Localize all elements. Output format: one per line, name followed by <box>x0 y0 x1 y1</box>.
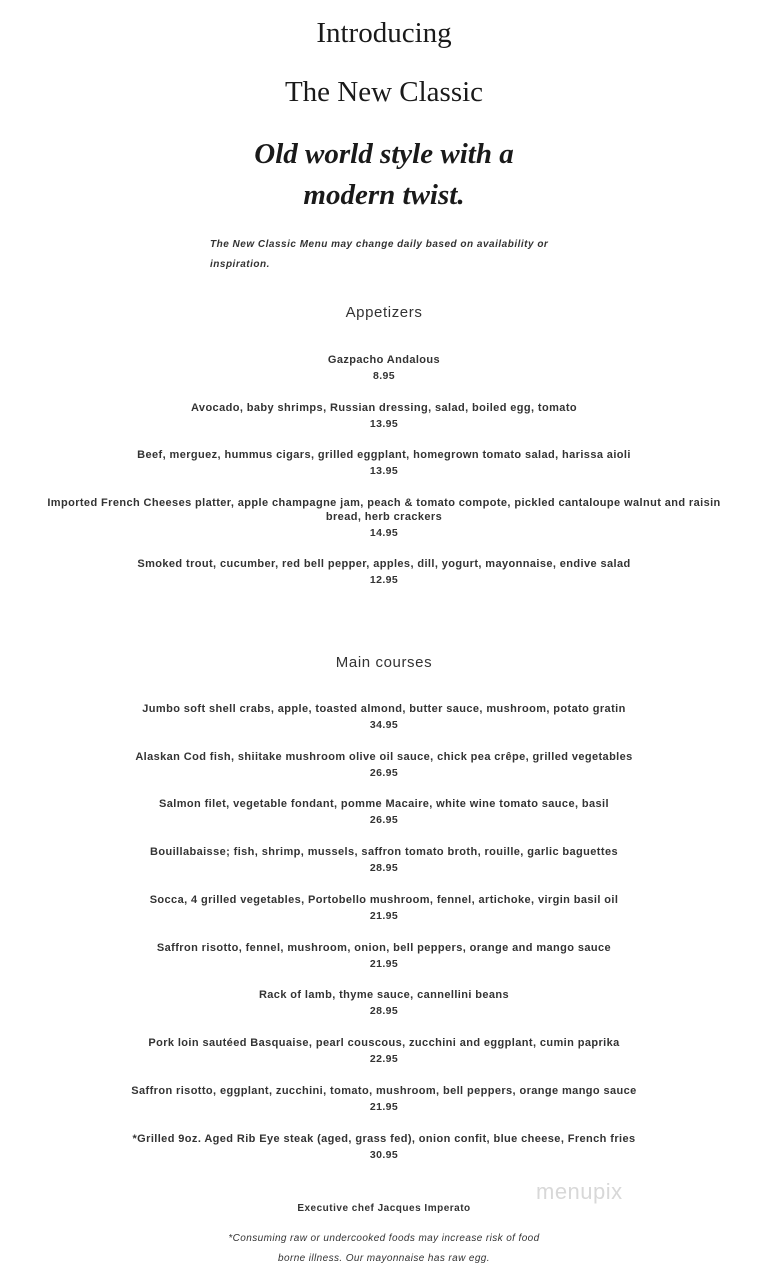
food-safety-disclaimer: *Consuming raw or undercooked foods may increase risk of food borne illness. Our mayonnaise has raw egg. <box>228 1233 540 1264</box>
intro-heading: Introducing <box>316 17 452 49</box>
appetizer-item <box>30 401 738 431</box>
item-name: Bouillabaisse; fish, shrimp, mussels, saffron tomato broth, rouille, garlic baguettes <box>150 846 618 858</box>
appetizer-item <box>30 448 738 478</box>
main-item <box>30 750 738 780</box>
main-item <box>30 988 738 1018</box>
item-price: 30.95 <box>369 1149 399 1161</box>
item-name: Gazpacho Andalous <box>327 354 441 366</box>
item-name: Beef, merguez, hummus cigars, grilled eggplant, homegrown tomato salad, harissa aioli <box>137 449 631 461</box>
item-name: *Grilled 9oz. Aged Rib Eye steak (aged, grass fed), onion confit, blue cheese, French fries <box>132 1133 636 1145</box>
appetizer-item <box>30 353 738 383</box>
tagline <box>0 134 768 216</box>
appetizer-item <box>30 557 738 587</box>
item-name: Jumbo soft shell crabs, apple, toasted almond, butter sauce, mushroom, potato gratin <box>142 703 626 715</box>
main-item <box>30 893 738 923</box>
item-price: 26.95 <box>369 814 399 826</box>
item-name: Smoked trout, cucumber, red bell pepper, apples, dill, yogurt, mayonnaise, endive salad <box>137 558 631 570</box>
item-name: Pork loin sautéed Basquaise, pearl couscous, zucchini and eggplant, cumin paprika <box>148 1037 620 1049</box>
chef-credit: Executive chef Jacques Imperato <box>297 1203 471 1214</box>
main-item <box>30 1132 738 1162</box>
appetizers-title: Appetizers <box>345 304 423 321</box>
appetizer-item <box>30 496 738 540</box>
main-item <box>30 1036 738 1066</box>
tagline-line-1: Old world style with a <box>254 138 514 170</box>
item-price: 14.95 <box>369 527 399 539</box>
tagline-line-2: modern twist. <box>303 179 465 211</box>
item-price: 21.95 <box>369 1101 399 1113</box>
item-price: 21.95 <box>369 910 399 922</box>
item-price: 34.95 <box>369 719 399 731</box>
item-price: 28.95 <box>369 1005 399 1017</box>
item-name: Saffron risotto, eggplant, zucchini, tomato, mushroom, bell peppers, orange mango sauce <box>131 1085 637 1097</box>
item-name: Rack of lamb, thyme sauce, cannellini beans <box>258 989 510 1001</box>
item-name: Avocado, baby shrimps, Russian dressing, salad, boiled egg, tomato <box>190 402 578 414</box>
menu-name: The New Classic <box>284 76 484 108</box>
main-item <box>30 797 738 827</box>
item-name: Salmon filet, vegetable fondant, pomme Macaire, white wine tomato sauce, basil <box>159 798 609 810</box>
item-price: 8.95 <box>372 370 396 382</box>
item-name: Socca, 4 grilled vegetables, Portobello mushroom, fennel, artichoke, virgin basil oil <box>149 894 619 906</box>
item-price: 13.95 <box>369 465 399 477</box>
item-price: 22.95 <box>369 1053 399 1065</box>
item-name: Alaskan Cod fish, shiitake mushroom olive oil sauce, chick pea crêpe, grilled vegetables <box>135 751 633 763</box>
main-item <box>30 702 738 732</box>
main-item <box>30 845 738 875</box>
menu-notice: The New Classic Menu may change daily based on availability or inspiration. <box>210 239 549 270</box>
watermark: menupix <box>536 1179 623 1204</box>
item-name: Imported French Cheeses platter, apple champagne jam, peach & tomato compote, pickled cantaloupe walnut and raisin bread, herb crackers <box>47 497 721 523</box>
item-price: 28.95 <box>369 862 399 874</box>
main-item <box>30 1084 738 1114</box>
item-price: 13.95 <box>369 418 399 430</box>
item-price: 21.95 <box>369 958 399 970</box>
main-courses-title: Main courses <box>335 654 433 671</box>
main-item <box>30 941 738 971</box>
item-price: 12.95 <box>369 574 399 586</box>
item-price: 26.95 <box>369 767 399 779</box>
item-name: Saffron risotto, fennel, mushroom, onion, bell peppers, orange and mango sauce <box>156 942 612 954</box>
